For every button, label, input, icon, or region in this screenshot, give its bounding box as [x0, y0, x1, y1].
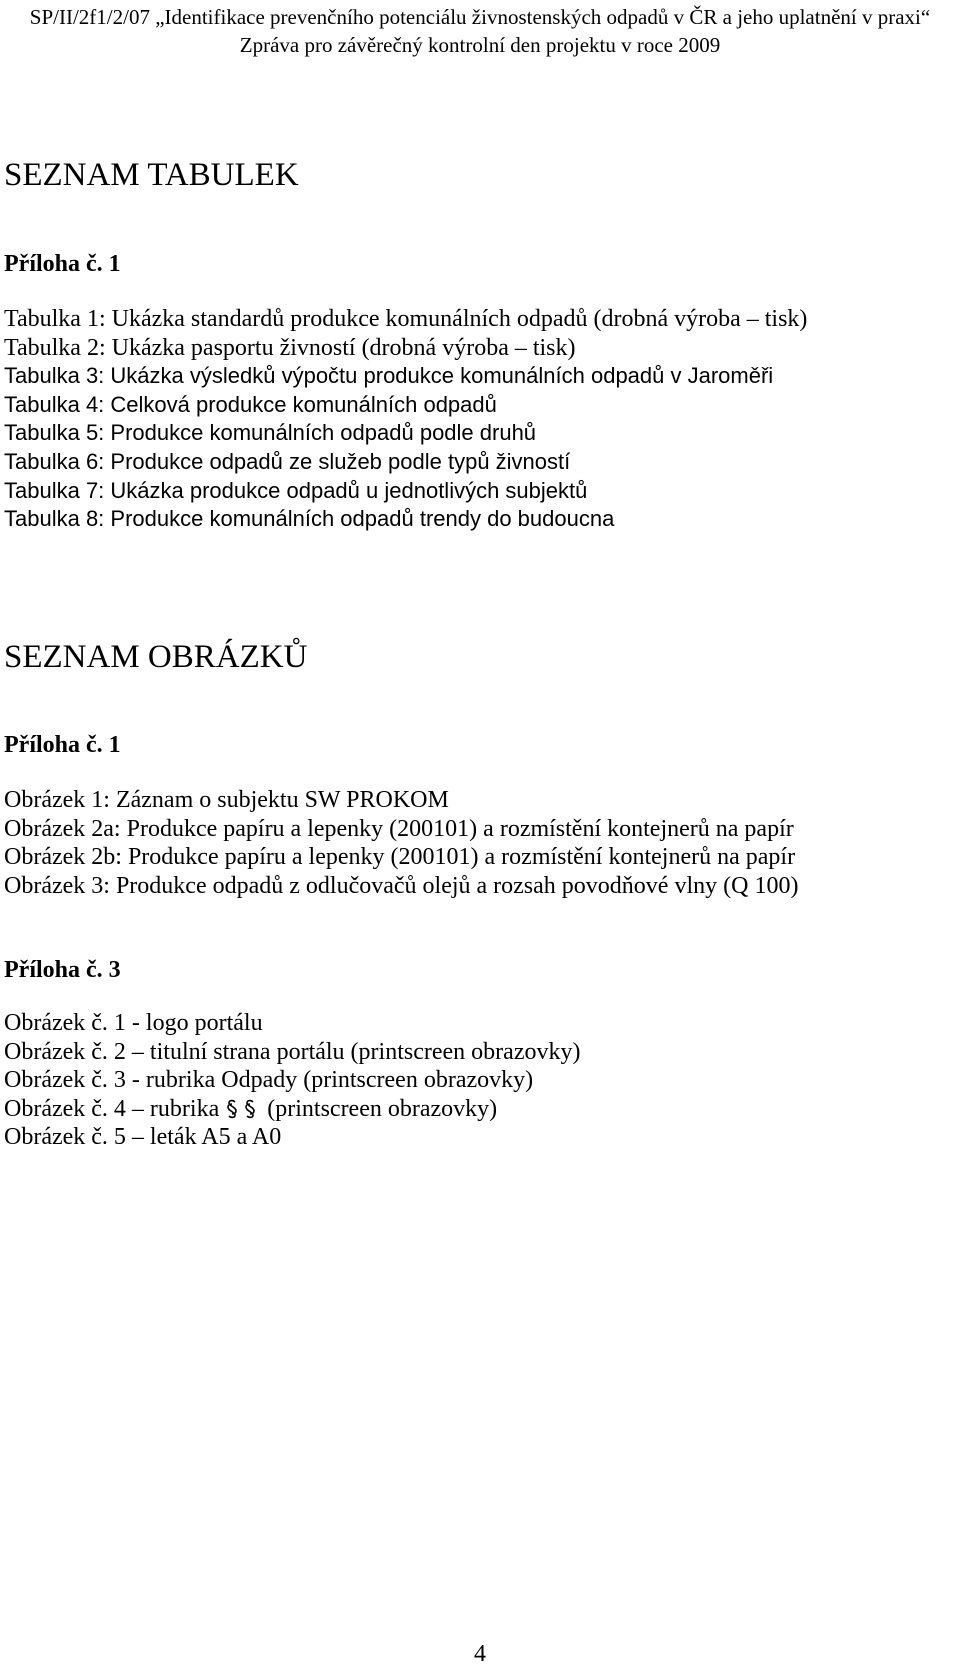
header-project-title: SP/II/2f1/2/07 „Identifikace prevenčního potenciálu živnostenských odpadů v ČR a jeho uplatnění v praxi“	[29, 5, 931, 29]
list-item-suffix: (printscreen obrazovky)	[267, 1095, 498, 1122]
list-item: Tabulka 7: Ukázka produkce odpadů u jednotlivých subjektů	[4, 477, 588, 503]
tables-annex-label: Příloha č. 1	[4, 251, 121, 277]
tables-section-title: SEZNAM TABULEK	[4, 157, 299, 193]
section-sign-icon	[225, 1099, 239, 1119]
list-item: Obrázek 1: Záznam o subjektu SW PROKOM	[4, 787, 449, 813]
figures-annex1-label: Příloha č. 1	[4, 732, 121, 758]
figures-annex3-list	[4, 1009, 580, 1152]
list-item: Obrázek č. 1 - logo portálu	[4, 1010, 263, 1036]
section-sign-icon	[243, 1099, 257, 1119]
list-item: Tabulka 3: Ukázka výsledků výpočtu produkce komunálních odpadů v Jaroměři	[4, 363, 774, 389]
page-number: 4	[474, 1641, 486, 1667]
figures-section-title: SEZNAM OBRÁZKŮ	[4, 639, 308, 675]
list-item: Obrázek č. 5 – leták A5 a A0	[4, 1124, 282, 1151]
list-item-prefix: Obrázek č. 4 – rubrika	[4, 1095, 220, 1122]
document-header	[0, 3, 960, 59]
list-item: Tabulka 4: Celková produkce komunálních odpadů	[4, 391, 497, 417]
list-item: Obrázek č. 2 – titulní strana portálu (printscreen obrazovky)	[4, 1038, 581, 1065]
figures-annex3-label: Příloha č. 3	[4, 957, 121, 983]
list-item: Obrázek 3: Produkce odpadů z odlučovačů olejů a rozsah povodňové vlny (Q 100)	[4, 872, 799, 899]
figures-annex1-list	[4, 786, 798, 900]
list-item: Obrázek č. 3 - rubrika Odpady (printscreen obrazovky)	[4, 1067, 534, 1094]
list-item: Tabulka 6: Produkce odpadů ze služeb podle typů živností	[4, 448, 571, 474]
list-item: Tabulka 1: Ukázka standardů produkce komunálních odpadů (drobná výroba – tisk)	[4, 306, 808, 332]
list-item: Obrázek 2b: Produkce papíru a lepenky (200101) a rozmístění kontejnerů na papír	[4, 844, 796, 871]
list-item: Tabulka 5: Produkce komunálních odpadů podle druhů	[4, 420, 537, 446]
list-item: Tabulka 8: Produkce komunálních odpadů trendy do budoucna	[4, 506, 615, 532]
list-item: Tabulka 2: Ukázka pasportu živností (drobná výroba – tisk)	[4, 334, 576, 361]
header-report-subtitle: Zpráva pro závěrečný kontrolní den projektu v roce 2009	[239, 33, 721, 57]
tables-list	[4, 305, 807, 534]
list-item: Obrázek 2a: Produkce papíru a lepenky (200101) a rozmístění kontejnerů na papír	[4, 815, 794, 842]
list-item	[4, 1095, 580, 1124]
